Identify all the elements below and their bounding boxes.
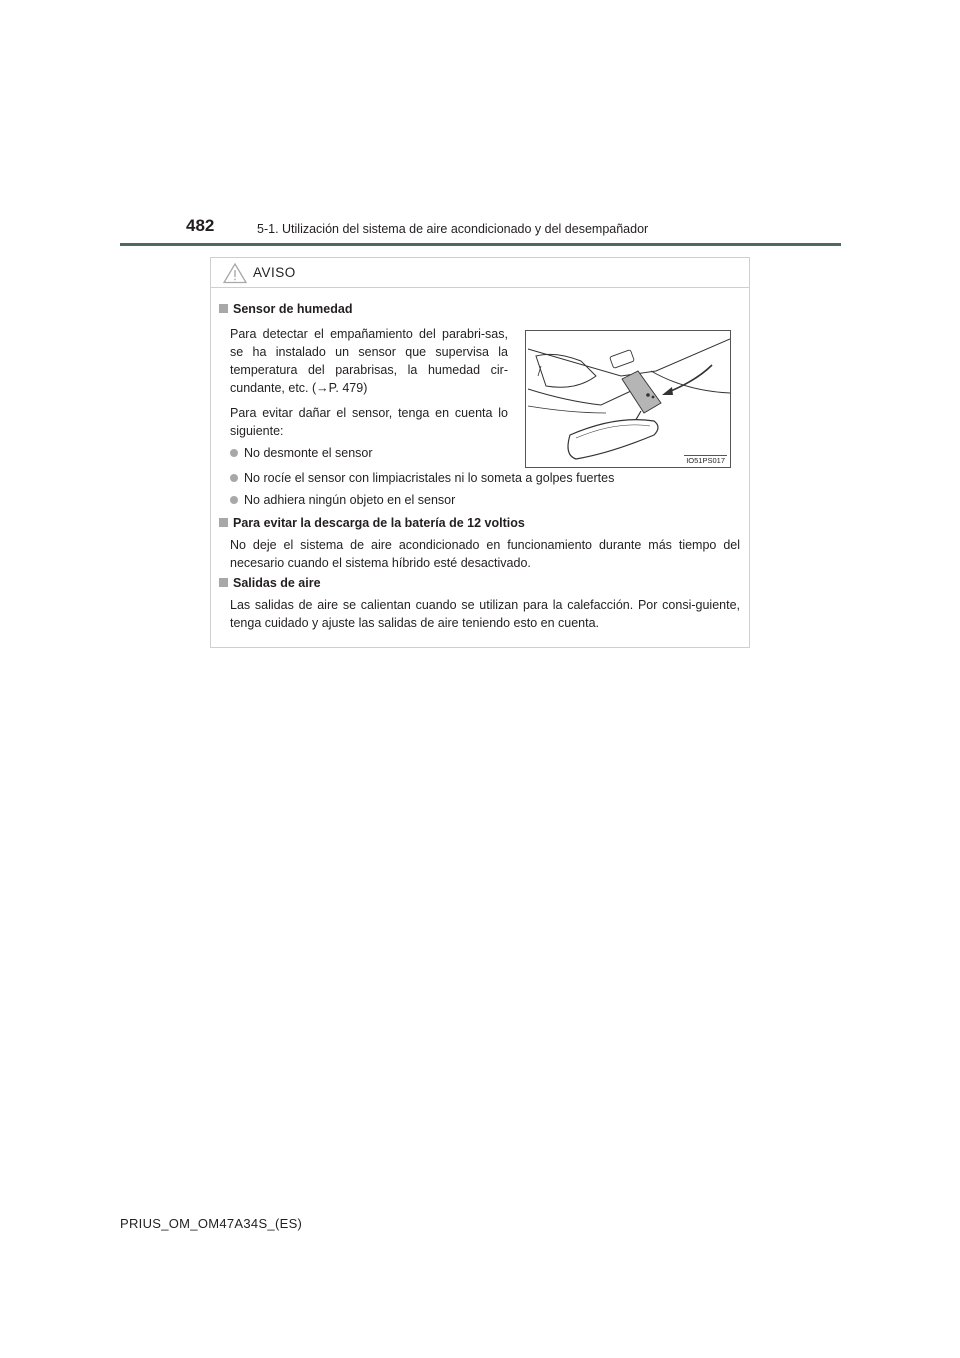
warning-icon <box>223 262 247 284</box>
footer-doc-code: PRIUS_OM_OM47A34S_(ES) <box>120 1216 303 1231</box>
page-number: 482 <box>186 216 215 235</box>
rearview-mirror-sensor-drawing <box>526 331 730 467</box>
square-bullet-icon <box>219 518 228 527</box>
square-bullet-icon <box>219 578 228 587</box>
paragraph-humidity-care: Para evitar dañar el sensor, tenga en cuenta lo siguiente: <box>230 406 508 438</box>
sensor-illustration <box>525 330 731 468</box>
round-bullet-icon <box>230 496 238 504</box>
bullet-item: No adhiera ningún objeto en el sensor <box>230 493 455 507</box>
header-rule <box>120 243 841 246</box>
heading-battery: Para evitar la descarga de la batería de 12 voltios <box>219 516 525 530</box>
notice-title: AVISO <box>253 265 296 280</box>
notice-header <box>211 258 749 288</box>
section-title: 5-1. Utilización del sistema de aire acondicionado y del desempañador <box>257 222 649 236</box>
heading-air-outlets: Salidas de aire <box>219 576 321 590</box>
heading-humidity-sensor: Sensor de humedad <box>219 302 352 316</box>
bullet-item: No rocíe el sensor con limpiacristales ni lo someta a golpes fuertes <box>230 471 614 485</box>
round-bullet-icon <box>230 449 238 457</box>
figure-code: IO51PS017 <box>686 456 725 465</box>
paragraph-air-outlets: Las salidas de aire se calientan cuando se utilizan para la calefacción. Por consi-guiente, tenga cuidado y ajuste las salidas de aire teniendo esto en cuenta. <box>230 598 740 630</box>
paragraph-battery: No deje el sistema de aire acondicionado en funcionamiento durante más tiempo del necesario cuando el sistema híbrido esté desactivado. <box>230 538 740 570</box>
round-bullet-icon <box>230 474 238 482</box>
paragraph-humidity-intro: Para detectar el empañamiento del parabri-sas, se ha instalado un sensor que supervisa la temperatura del parabrisas, la humedad cir-cundante, etc. (→P. 479) <box>230 327 508 395</box>
bullet-item: No desmonte el sensor <box>230 446 373 460</box>
notice-box <box>210 257 750 648</box>
square-bullet-icon <box>219 304 228 313</box>
